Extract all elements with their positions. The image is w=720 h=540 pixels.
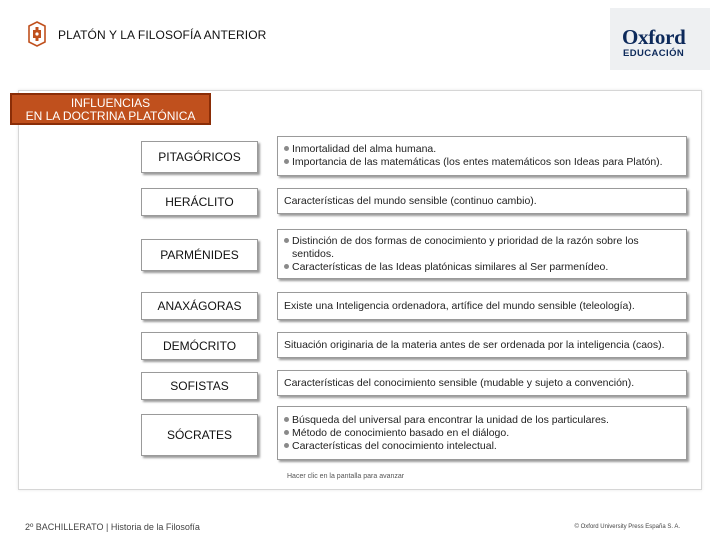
brand-subtitle: EDUCACIÓN xyxy=(623,48,685,59)
bullet-icon xyxy=(284,238,289,243)
influence-point: Inmortalidad del alma humana. xyxy=(292,143,437,155)
copyright-label: © Oxford University Press España S. A. xyxy=(574,524,680,530)
influence-point: Búsqueda del universal para encontrar la unidad de los particulares. xyxy=(292,413,609,426)
philosopher-label: HERÁCLITO xyxy=(165,195,234,209)
influence-box-democrito xyxy=(277,332,687,358)
bullet-icon xyxy=(284,417,289,422)
philosopher-label: PITAGÓRICOS xyxy=(158,150,241,164)
influence-text: Existe una Inteligencia ordenadora, artífice del mundo sensible (teleología). xyxy=(284,299,635,312)
philosopher-label: SÓCRATES xyxy=(166,428,233,442)
philosopher-label: PARMÉNIDES xyxy=(160,248,239,262)
influence-box-socrates xyxy=(277,406,687,460)
influence-point: Método de conocimiento basado en el diálogo. xyxy=(292,426,510,439)
advance-hint: Hacer clic en la pantalla para avanzar xyxy=(287,473,405,480)
philosopher-box-socrates xyxy=(141,414,258,456)
heading-line-2: EN LA DOCTRINA PLATÓNICA xyxy=(25,109,196,123)
bullet-icon xyxy=(284,443,289,448)
philosopher-box-sofistas xyxy=(141,372,258,400)
course-label: 2º BACHILLERATO | Historia de la Filosofía xyxy=(25,522,200,532)
influence-text: Características del mundo sensible (continuo cambio). xyxy=(284,194,537,207)
bullet-icon xyxy=(284,159,289,164)
philosopher-label: DEMÓCRITO xyxy=(162,339,237,353)
influence-point: Distinción de dos formas de conocimiento y prioridad de la razón sobre los sentidos. xyxy=(292,234,639,260)
brand-name: Oxford xyxy=(622,25,686,49)
philosopher-box-anaxagoras xyxy=(141,292,258,320)
diagram-heading xyxy=(10,93,211,125)
philosopher-box-heraclito xyxy=(141,188,258,216)
philosopher-label: SOFISTAS xyxy=(170,379,229,393)
bullet-icon xyxy=(284,264,289,269)
influence-box-sofistas xyxy=(277,370,687,396)
slide-header xyxy=(0,0,720,75)
philosopher-label: ANAXÁGORAS xyxy=(157,299,242,313)
philosopher-box-democrito xyxy=(141,332,258,360)
bullet-icon xyxy=(284,146,289,151)
oxford-logo xyxy=(610,8,710,70)
influence-text: Situación originaria de la materia antes de ser ordenada por la inteligencia (caos). xyxy=(284,338,665,351)
page-title: PLATÓN Y LA FILOSOFÍA ANTERIOR xyxy=(58,28,267,42)
influence-box-anaxagoras xyxy=(277,292,687,320)
influence-point: Importancia de las matemáticas (los entes matemáticos son Ideas para Platón). xyxy=(292,156,663,168)
slide-footer xyxy=(0,515,720,540)
influence-box-pitagoricos xyxy=(277,136,687,176)
heading-line-1: INFLUENCIAS xyxy=(70,96,151,110)
book-seal-icon xyxy=(28,21,46,47)
bullet-icon xyxy=(284,430,289,435)
influence-box-heraclito xyxy=(277,188,687,214)
influence-text: Características del conocimiento sensible (mudable y sujeto a convención). xyxy=(284,376,635,389)
influence-box-parmenides xyxy=(277,229,687,279)
influence-point: Características del conocimiento intelectual. xyxy=(292,439,497,452)
influence-point: Características de las Ideas platónicas similares al Ser parmenídeo. xyxy=(292,260,609,273)
philosopher-box-parmenides xyxy=(141,239,258,271)
philosopher-box-pitagoricos xyxy=(141,141,258,173)
